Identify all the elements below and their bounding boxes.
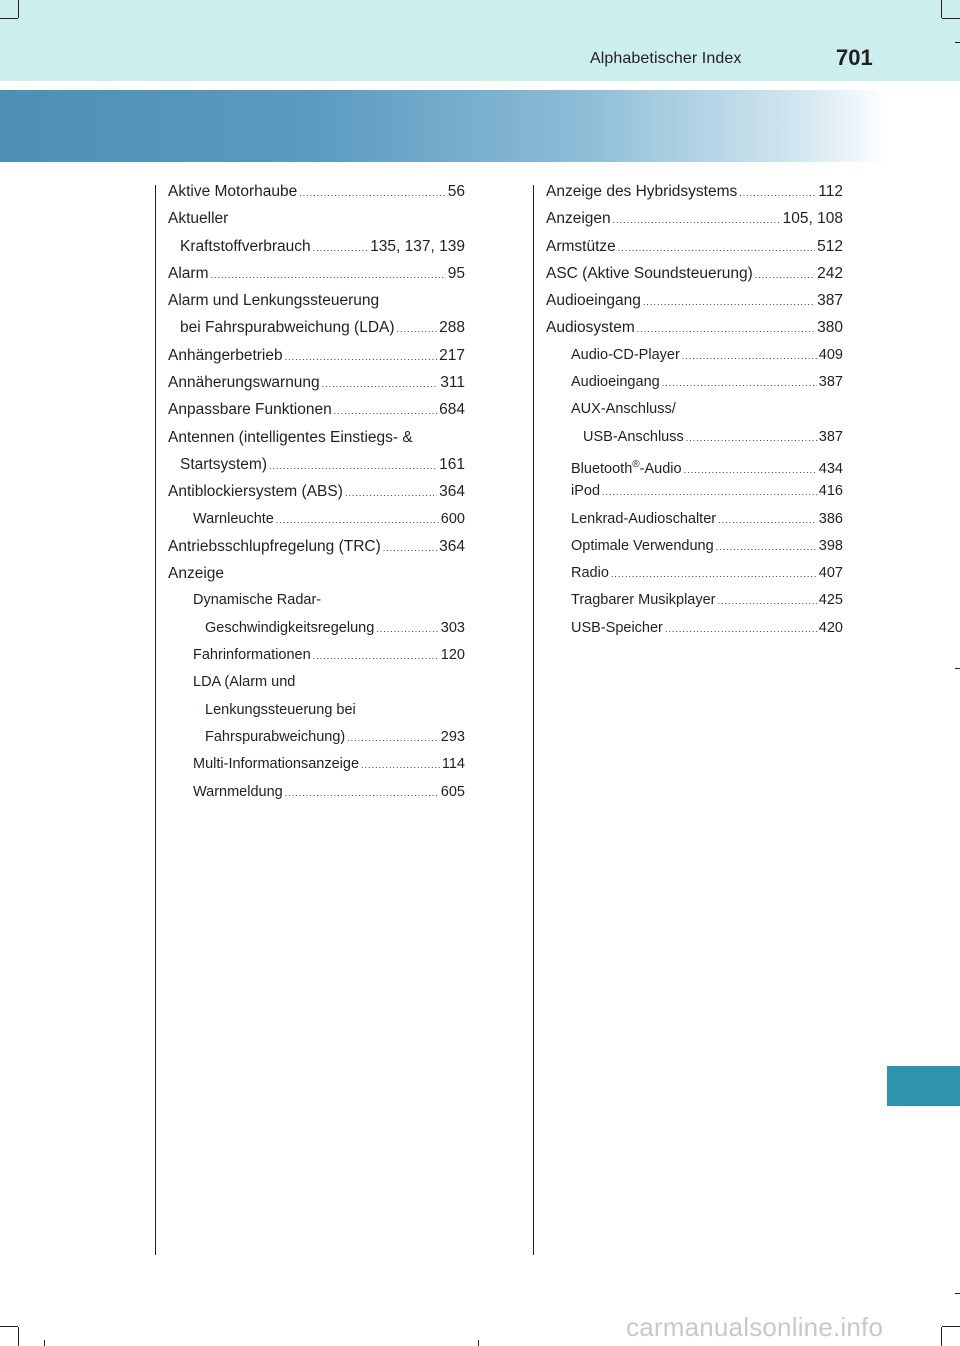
- index-entry: [168, 178, 465, 205]
- index-entry-page: 311: [440, 374, 465, 392]
- dot-leader: [334, 398, 437, 425]
- index-entry: [546, 424, 843, 451]
- index-entry-label: Dynamische Radar-: [193, 592, 322, 609]
- crop-mark: [955, 668, 960, 669]
- index-entry-label: Antennen (intelligentes Einstiegs- &: [168, 428, 413, 446]
- index-entry-label: Anhängerbetrieb: [168, 346, 283, 364]
- index-entry: [168, 205, 465, 232]
- chapter-tab: [887, 1066, 960, 1106]
- watermark-text: carmanualsonline.info: [626, 1312, 884, 1342]
- index-column-left: [168, 178, 465, 806]
- index-entry-label: Warnleuchte: [193, 510, 274, 527]
- index-entry: [168, 342, 465, 369]
- index-entry-page: 387: [818, 374, 843, 391]
- index-entry-page: 600: [440, 510, 465, 527]
- dot-leader: [285, 780, 439, 807]
- index-entry: [168, 506, 465, 533]
- dot-leader: [716, 534, 817, 561]
- index-entry-label: iPod: [571, 483, 601, 500]
- index-entry-page: 364: [439, 537, 465, 555]
- index-entry-page: 387: [818, 428, 843, 445]
- index-entry: [168, 560, 465, 587]
- index-entry-label: Audioeingang: [571, 374, 660, 391]
- index-entry-label: Antiblockiersystem (ABS): [168, 483, 343, 501]
- index-entry-label: Armstütze: [546, 237, 616, 255]
- index-entry: [546, 287, 843, 314]
- index-entry: [546, 396, 843, 423]
- index-entry: [546, 260, 843, 287]
- index-entry-label: Anzeigen: [546, 210, 611, 228]
- dot-leader: [269, 453, 437, 480]
- index-column-right: [546, 178, 843, 642]
- index-entry: [546, 233, 843, 260]
- crop-mark: [18, 0, 19, 18]
- dot-leader: [397, 316, 438, 343]
- index-entry-label: Audiosystem: [546, 319, 635, 337]
- index-entry-label: Startsystem): [180, 455, 267, 473]
- index-entry: [546, 587, 843, 614]
- index-entry-page: 242: [817, 264, 843, 282]
- index-entry: [168, 396, 465, 423]
- crop-mark: [942, 1326, 960, 1327]
- dot-leader: [322, 371, 439, 398]
- index-entry: [168, 233, 465, 260]
- index-entry-page: 303: [440, 619, 465, 636]
- index-entry-page: 512: [817, 237, 843, 255]
- dot-leader: [210, 262, 445, 289]
- index-entry-page: 293: [440, 728, 465, 745]
- index-entry: [546, 451, 843, 478]
- column-rule-right: [533, 185, 534, 1255]
- index-entry-page: 56: [447, 183, 465, 200]
- index-entry-label: USB-Speicher: [571, 619, 663, 636]
- index-entry-label: Audioeingang: [546, 292, 641, 310]
- index-entry: [546, 506, 843, 533]
- index-entry-label: AUX-Anschluss/: [571, 401, 676, 418]
- crop-mark: [942, 18, 960, 19]
- index-entry-label: Alarm und Lenkungssteuerung: [168, 292, 380, 310]
- dot-leader: [718, 507, 817, 534]
- dot-leader: [383, 535, 437, 562]
- index-entry-page: 120: [440, 647, 465, 664]
- decorative-gradient-bar: [0, 90, 890, 162]
- dot-leader: [285, 344, 438, 371]
- index-entry-label: Annäherungswarnung: [168, 374, 320, 392]
- index-entry: [168, 451, 465, 478]
- index-entry: [546, 369, 843, 396]
- index-entry-label: Anzeige des Hybridsystems: [546, 183, 738, 200]
- dot-leader: [718, 588, 817, 615]
- index-entry-label: LDA (Alarm und: [193, 674, 296, 691]
- dot-leader: [755, 262, 815, 289]
- index-entry: [546, 205, 843, 232]
- index-entry-label: ASC (Aktive Soundsteuerung): [546, 264, 753, 282]
- crop-mark: [941, 1327, 942, 1346]
- index-entry-page: 105, 108: [782, 210, 843, 228]
- dot-leader: [611, 561, 817, 588]
- index-entry-label: Fahrspurabweichung): [205, 728, 346, 745]
- index-entry: [168, 615, 465, 642]
- index-entry-label: Audio-CD-Player: [571, 346, 680, 363]
- index-entry-page: 387: [817, 292, 843, 310]
- index-entry: [168, 587, 465, 614]
- page-number: 701: [836, 45, 873, 70]
- index-entry-label: Multi-Informationsanzeige: [193, 756, 360, 773]
- index-entry-page: 684: [439, 401, 465, 419]
- dot-leader: [376, 616, 439, 643]
- index-entry-page: 95: [447, 264, 465, 282]
- index-entry: [168, 642, 465, 669]
- index-entry-label: Fahrinformationen: [193, 647, 311, 664]
- index-entry-label: Warnmeldung: [193, 783, 283, 800]
- crop-mark: [941, 0, 942, 18]
- index-entry: [168, 697, 465, 724]
- index-entry-page: 425: [818, 592, 843, 609]
- dot-leader: [345, 480, 437, 507]
- index-entry-page: 161: [439, 455, 465, 473]
- index-entry-page: 386: [818, 510, 843, 527]
- dot-leader: [313, 235, 369, 262]
- dot-leader: [313, 643, 439, 670]
- index-entry: [546, 178, 843, 205]
- crop-mark: [44, 1340, 45, 1346]
- index-entry-label: USB-Anschluss: [583, 428, 684, 445]
- index-entry-page: 364: [439, 483, 465, 501]
- index-entry-page: 112: [818, 183, 843, 200]
- index-entry-page: 398: [818, 537, 843, 554]
- index-entry-label: Anpassbare Funktionen: [168, 401, 332, 419]
- column-rule-left: [155, 185, 156, 1255]
- index-entry: [168, 314, 465, 341]
- index-entry: [168, 724, 465, 751]
- index-entry-label: Aktueller: [168, 210, 229, 228]
- index-entry: [168, 260, 465, 287]
- index-entry: [546, 342, 843, 369]
- index-entry-page: 380: [817, 319, 843, 337]
- index-entry-page: 416: [818, 483, 843, 500]
- dot-leader: [602, 479, 817, 506]
- dot-leader: [347, 725, 439, 752]
- dot-leader: [361, 752, 440, 779]
- index-entry-page: 288: [439, 319, 465, 337]
- index-entry-label: Aktive Motorhaube: [168, 183, 298, 200]
- crop-mark: [18, 1327, 19, 1346]
- index-entry: [168, 751, 465, 778]
- index-entry: [168, 478, 465, 505]
- index-entry-label: Geschwindigkeitsregelung: [205, 619, 375, 636]
- index-entry: [168, 533, 465, 560]
- index-entry-label: Alarm: [168, 264, 209, 282]
- index-entry-label: Optimale Verwendung: [571, 537, 714, 554]
- index-entry-page: 434: [818, 460, 843, 477]
- index-entry-label: Lenkrad-Audioschalter: [571, 510, 717, 527]
- dot-leader: [299, 180, 446, 207]
- dot-leader: [662, 370, 817, 397]
- header-band: [0, 0, 960, 81]
- crop-mark: [0, 1326, 18, 1327]
- dot-leader: [682, 343, 817, 370]
- dot-leader: [618, 235, 815, 262]
- index-entry-page: 217: [439, 346, 465, 364]
- index-entry-label: Kraftstoffverbrauch: [180, 237, 311, 255]
- index-entry: [168, 287, 465, 314]
- dot-leader: [643, 289, 815, 316]
- crop-mark: [955, 1293, 960, 1294]
- index-entry: [168, 369, 465, 396]
- section-title: Alphabetischer Index: [590, 50, 742, 67]
- dot-leader: [686, 425, 817, 452]
- index-entry-label: bei Fahrspurabweichung (LDA): [180, 319, 395, 337]
- dot-leader: [276, 507, 439, 534]
- crop-mark: [478, 1340, 479, 1346]
- dot-leader: [665, 616, 817, 643]
- index-entry-label: Bluetooth®-Audio: [571, 458, 682, 477]
- index-entry: [168, 779, 465, 806]
- dot-leader: [637, 316, 815, 343]
- index-entry-label: Lenkungssteuerung bei: [205, 701, 356, 718]
- index-entry: [168, 424, 465, 451]
- index-entry-page: 420: [818, 619, 843, 636]
- index-entry-label: Tragbarer Musikplayer: [571, 592, 716, 609]
- index-entry: [546, 533, 843, 560]
- crop-mark: [0, 18, 18, 19]
- index-entry-label: Anzeige: [168, 565, 225, 583]
- index-entry: [168, 669, 465, 696]
- index-entry: [546, 615, 843, 642]
- index-entry-page: 605: [440, 783, 465, 800]
- index-entry-page: 407: [818, 565, 843, 582]
- index-entry: [546, 560, 843, 587]
- index-entry-page: 114: [441, 756, 465, 773]
- crop-mark: [955, 42, 960, 43]
- dot-leader: [739, 180, 816, 207]
- index-entry: [546, 314, 843, 341]
- index-entry: [546, 478, 843, 505]
- dot-leader: [613, 207, 781, 234]
- index-entry-page: 409: [818, 346, 843, 363]
- index-entry-label: Radio: [571, 565, 609, 582]
- index-entry-label: Antriebsschlupfregelung (TRC): [168, 537, 381, 555]
- index-entry-page: 135, 137, 139: [370, 237, 465, 255]
